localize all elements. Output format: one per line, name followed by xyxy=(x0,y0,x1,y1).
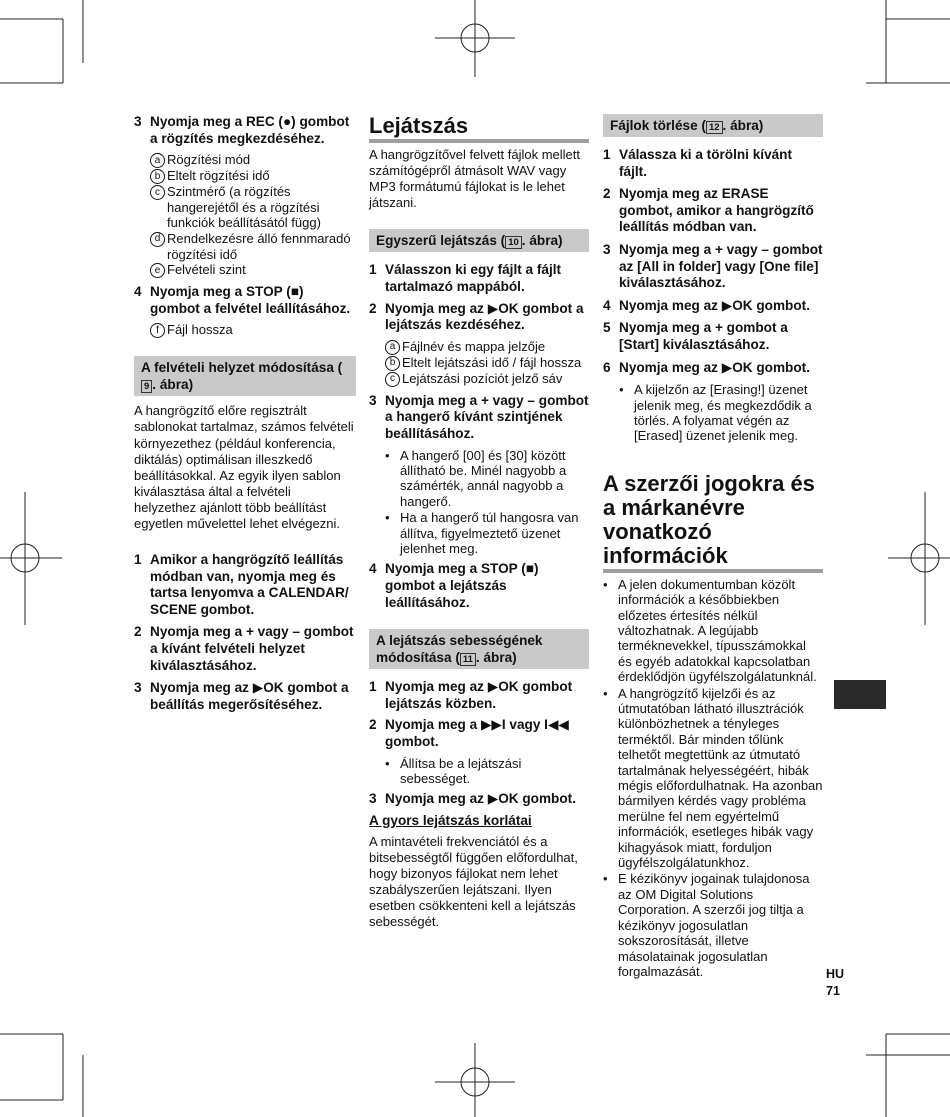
bullet-text: E kézikönyv jogainak tulajdonosa az OM Digital Solutions Corporation. A szerzői jog tiltja a kézikönyv jogosulatlan sokszorosítását, illetve másolatainak jogosulatlan forgalmazását. xyxy=(618,871,810,979)
bullet-text: Ha a hangerő túl hangosra van állítva, figyelmeztető üzenet jelenhet meg. xyxy=(400,510,579,556)
speed-step-2-bullets xyxy=(369,756,589,787)
step-text: Nyomja meg az ▶OK gombot. xyxy=(385,791,576,807)
speed-step-3 xyxy=(369,791,589,808)
scene-paragraph: A hangrögzítő előre regisztrált sablonokat tartalmaz, számos felvételi környezethez (például konferencia, diktálás) optimálisan illeszkedő beállításokkal. Az egyik ilyen sablon kiválasztása által a felvételi helyzethez ajánlott több beállítást egyetlen művelettel lehet elvégezni. xyxy=(134,403,354,531)
language-code: HU xyxy=(826,967,845,981)
circled-marker: c xyxy=(385,372,400,387)
limits-title: A gyors lejátszás korlátai xyxy=(369,812,532,828)
bullet-text: A kijelzőn az [Erasing!] üzenet jelenik meg, és megkezdődik a törlés. A folyamat végén az [Erased] üzenet jelenik meg. xyxy=(634,382,812,444)
figure-ref: 9 xyxy=(141,380,152,393)
section-box-speed xyxy=(369,629,589,669)
playback-step-2 xyxy=(369,301,589,334)
step-text: Amikor a hangrögzítő leállítás módban van, nyomja meg és tartsa lenyomva a CALENDAR/ SCENE gombot. xyxy=(150,552,349,617)
sub-item-text: Felvételi szint xyxy=(167,262,246,278)
page-number: 71 xyxy=(826,984,840,998)
bullet-text: A jelen dokumentumban közölt információk a későbbiekben előzetes értesítés nélkül változhatnak. A legújabb terméknevekkel, típusszámokkal és egyéb adatokkal kapcsolatban érdeklődjön ügyfélszolgálatunknál. xyxy=(618,576,817,685)
step-rec xyxy=(134,114,356,147)
bullet-text: Állítsa be a lejátszási sebességet. xyxy=(400,755,522,786)
sub-item-text: Lejátszási pozíciót jelző sáv xyxy=(402,370,563,386)
numbered-step xyxy=(603,360,823,377)
numbered-step xyxy=(134,552,356,618)
sub-item-text: Eltelt lejátszási idő / fájl hossza xyxy=(402,354,582,370)
numbered-step xyxy=(134,624,356,674)
sub-item xyxy=(150,322,356,338)
erase-steps xyxy=(603,147,823,376)
step-number: 2 xyxy=(603,186,611,202)
step-number: 3 xyxy=(369,392,377,408)
bullet-glyph: • xyxy=(619,382,624,398)
step-number: 3 xyxy=(603,241,611,257)
playback-step-3-bullets xyxy=(369,448,589,557)
sub-item xyxy=(150,231,356,262)
sub-item xyxy=(150,262,356,278)
column-middle xyxy=(369,114,589,931)
circled-marker: f xyxy=(150,323,165,338)
box-title-tail: . ábra) xyxy=(152,377,194,393)
step-text: Válasszon ki egy fájlt a fájlt tartalmazó mappából. xyxy=(385,262,562,294)
step-number: 2 xyxy=(134,624,142,640)
box-title-tail: . ábra) xyxy=(722,118,764,133)
limits-text: A mintavételi frekvenciától és a bitsebességtől függően előfordulhat, hogy bizonyos fájlokat nem lehet szabályszerűen lejátszani. Ilyen esetben csökkenteni kell a lejátszás sebességét. xyxy=(369,833,578,930)
column-left xyxy=(134,114,356,719)
bullet-item xyxy=(603,577,823,685)
step-number: 1 xyxy=(369,679,377,695)
numbered-step xyxy=(603,298,823,315)
sub-item-text: Rögzítési mód xyxy=(167,152,251,168)
sub-item xyxy=(385,339,589,355)
step-text: Nyomja meg az ▶OK gombot lejátszás közben. xyxy=(385,679,573,711)
section-box-simple-playback xyxy=(369,229,589,252)
bullet-glyph: • xyxy=(385,755,390,771)
step-text: Nyomja meg az ▶OK gombot a lejátszás kezdéséhez. xyxy=(385,300,584,333)
speed-step-1 xyxy=(369,679,589,712)
circled-marker: c xyxy=(150,185,165,200)
sub-item xyxy=(150,168,356,184)
page-footer xyxy=(826,966,844,1000)
step-number: 2 xyxy=(369,717,377,733)
step-number: 4 xyxy=(134,284,142,300)
step-text: Nyomja meg a STOP (■) gombot a lejátszás leállításához. xyxy=(385,561,539,610)
step-text: Nyomja meg a + gombot a [Start] kiválasztásához. xyxy=(619,320,788,352)
numbered-step xyxy=(603,320,823,353)
bullet-glyph: • xyxy=(385,510,390,526)
step-number: 5 xyxy=(603,320,611,336)
sub-item xyxy=(385,371,589,387)
step-stop xyxy=(134,284,356,317)
step-number: 2 xyxy=(369,300,377,316)
sub-item-text: Eltelt rögzítési idő xyxy=(167,168,270,184)
sub-item-text: Szintmérő (a rögzítés hangerejétől és a rögzítési funkciók beállításától függ) xyxy=(167,184,321,231)
sub-item-text: Rendelkezésre álló fennmaradó rögzítési idő xyxy=(167,230,351,262)
section-box-erase xyxy=(603,114,823,137)
numbered-step xyxy=(134,680,356,713)
bullet-text: A hangerő [00] és [30] között állítható be. Minél nagyobb a számérték, annál nagyobb a hangerő. xyxy=(400,447,567,509)
numbered-step xyxy=(603,242,823,292)
step-text: Válassza ki a törölni kívánt fájlt. xyxy=(619,147,793,179)
sub-item xyxy=(150,184,356,231)
step-stop-items xyxy=(150,322,356,338)
playback-step-1 xyxy=(369,262,589,295)
circled-marker: d xyxy=(150,232,165,247)
step-text: Nyomja meg a + vagy – gombot a kívánt felvételi helyzet kiválasztásához. xyxy=(150,624,354,673)
bullet-item xyxy=(385,756,589,787)
playback-step-2-items xyxy=(385,339,589,387)
bullet-glyph: • xyxy=(603,871,608,887)
playback-intro: A hangrögzítővel felvett fájlok mellett számítógépről átmásolt WAV vagy MP3 formátumú fájlokat is le lehet játszani. xyxy=(369,147,581,211)
sub-item xyxy=(150,152,356,168)
step-number: 1 xyxy=(603,147,611,162)
circled-marker: e xyxy=(150,263,165,278)
bullet-glyph: • xyxy=(385,447,390,463)
step-text: Nyomja meg az ▶OK gombot. xyxy=(619,359,810,375)
chapter-tab xyxy=(834,680,886,709)
figure-ref: 12 xyxy=(706,121,723,134)
circled-marker: a xyxy=(150,153,165,168)
column-right xyxy=(603,114,823,980)
step-text: Nyomja meg a REC (●) gombot a rögzítés megkezdéséhez. xyxy=(150,114,350,146)
circled-marker: a xyxy=(385,340,400,355)
bullet-item xyxy=(385,448,589,510)
sub-item xyxy=(385,355,589,371)
bullet-text: A hangrögzítő kijelzői és az útmutatóban látható illusztrációk különbözhetnek a tényleges terméktől. Bár minden tőlünk telhetőt megtettünk az útmutató tartalmának helyességéért, hibák mégis előfordulhatnak. Ha azonban bármilyen kérdés vagy probléma merülne fel nem egyértelmű információk, esetleges hibák vagy kihagyások miatt, forduljon ügyfélszolgálatunkhoz. xyxy=(618,685,823,871)
box-title: Egyszerű lejátszás ( xyxy=(376,233,506,249)
bullet-glyph: • xyxy=(603,576,608,592)
box-title-tail: . ábra) xyxy=(475,650,517,666)
playback-step-4 xyxy=(369,561,589,611)
copyright-bullets xyxy=(603,577,823,980)
erase-step-6-bullets xyxy=(603,382,823,444)
step-number: 1 xyxy=(134,552,142,568)
box-title-tail: . ábra) xyxy=(521,233,563,249)
figure-ref: 11 xyxy=(460,653,476,666)
step-number: 3 xyxy=(134,114,142,129)
box-title: A lejátszás sebességének módosítása ( xyxy=(376,633,543,666)
circled-marker: b xyxy=(385,356,400,371)
circled-marker: b xyxy=(150,169,165,184)
box-title: Fájlok törlése ( xyxy=(610,118,706,133)
step-number: 6 xyxy=(603,359,611,375)
step-number: 4 xyxy=(603,297,611,313)
step-text: Nyomja meg az ▶OK gombot a beállítás megerősítéséhez. xyxy=(150,680,349,712)
step-number: 1 xyxy=(369,262,377,278)
sub-item-text: Fájlnév és mappa jelzője xyxy=(402,338,546,354)
bullet-item xyxy=(603,871,823,979)
bullet-glyph: • xyxy=(603,685,608,701)
step-text: Nyomja meg az ▶OK gombot. xyxy=(619,297,810,313)
step-text: Nyomja meg az ERASE gombot, amikor a hangrögzítő leállítás módban van. xyxy=(619,186,814,235)
bullet-item xyxy=(603,686,823,871)
step-number: 3 xyxy=(134,680,142,696)
step-rec-items xyxy=(150,152,356,278)
section-heading-copyright: A szerzői jogokra és a márkanévre vonatkozó információk xyxy=(603,472,823,573)
step-text: Nyomja meg a ▶▶I vagy I◀◀ gombot. xyxy=(385,717,569,749)
numbered-step xyxy=(603,186,823,236)
sub-item-text: Fájl hossza xyxy=(167,322,233,338)
speed-step-2 xyxy=(369,717,589,750)
figure-ref: 10 xyxy=(505,236,522,249)
playback-step-3 xyxy=(369,393,589,443)
step-text: Nyomja meg a + vagy – gombot az [All in folder] vagy [One file] kiválasztásához. xyxy=(619,241,823,291)
step-number: 3 xyxy=(369,791,377,807)
step-number: 4 xyxy=(369,561,377,577)
box-title: A felvételi helyzet módosítása ( xyxy=(141,360,343,376)
step-text: Nyomja meg a + vagy – gombot a hangerő kívánt szintjének beállításához. xyxy=(385,392,589,441)
bullet-item xyxy=(385,510,589,556)
section-heading-playback: Lejátszás xyxy=(369,114,589,143)
numbered-step xyxy=(603,147,823,180)
bullet-item xyxy=(619,382,823,444)
scene-steps xyxy=(134,552,356,713)
section-box-scene xyxy=(134,356,356,396)
step-text: Nyomja meg a STOP (■) gombot a felvétel leállításához. xyxy=(150,284,351,316)
